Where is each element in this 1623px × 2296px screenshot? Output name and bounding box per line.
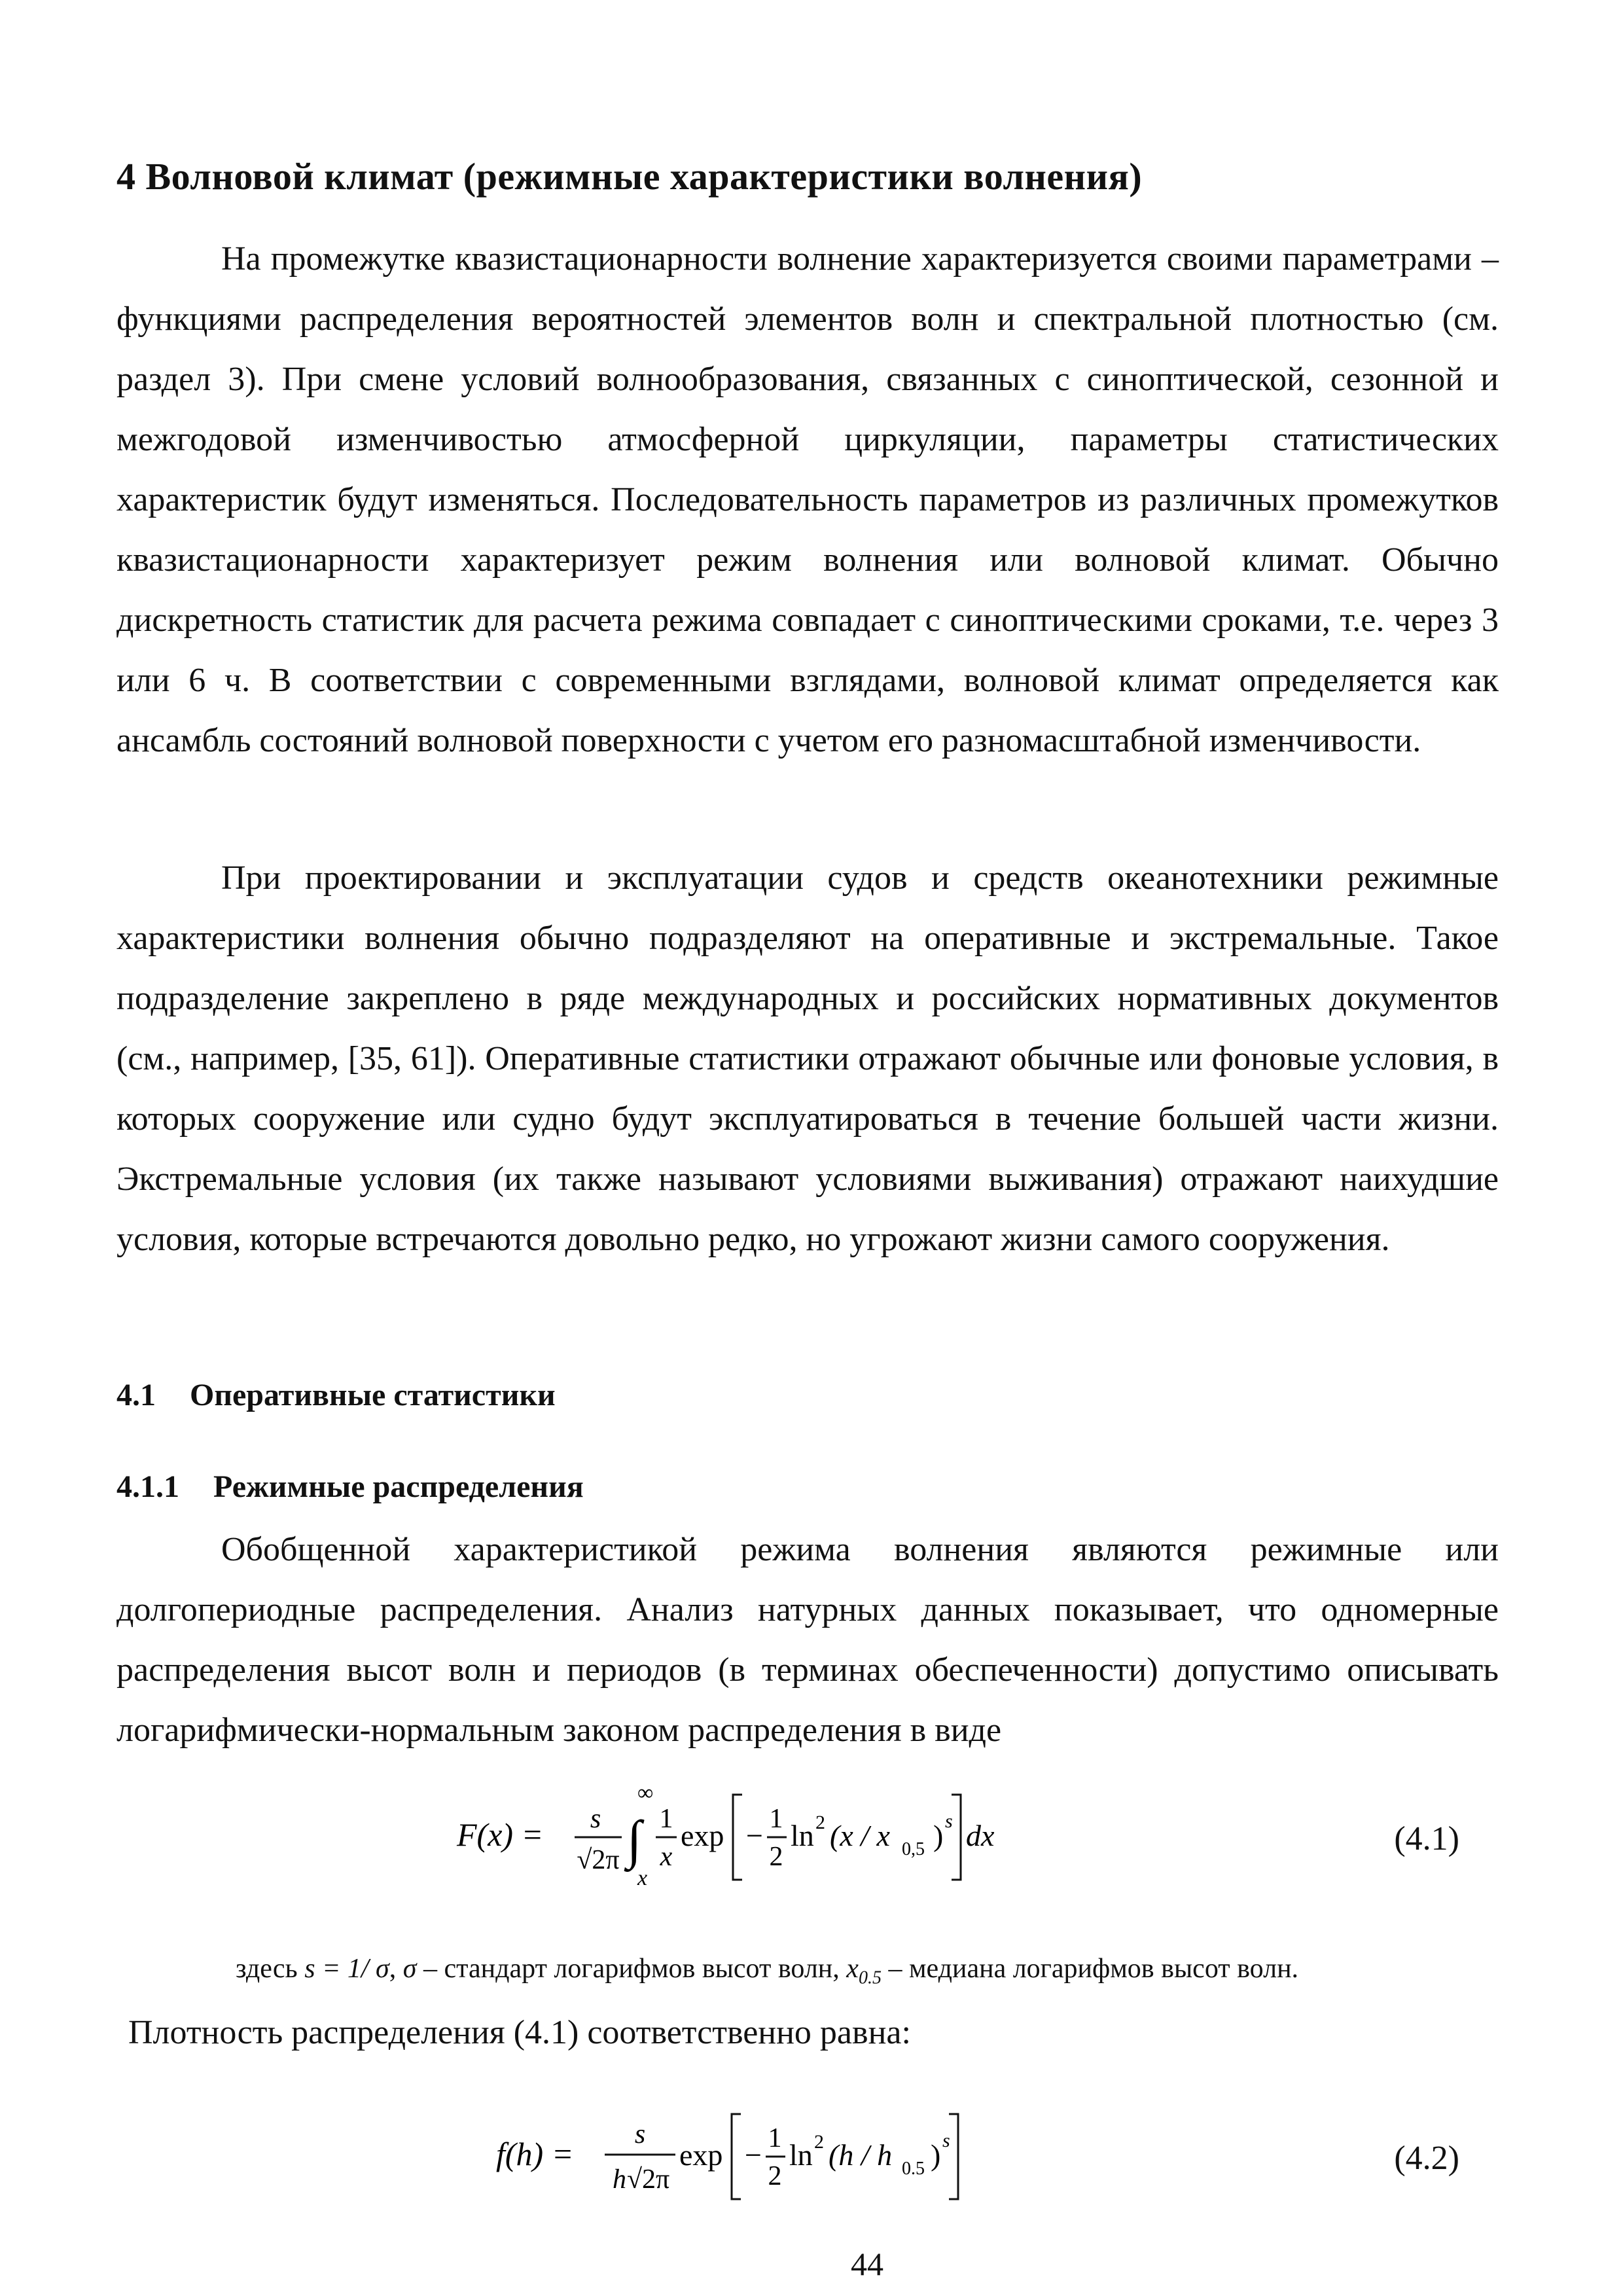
formula-numerator: s	[590, 1804, 601, 1834]
sigma-description: – стандарт логарифмов высот волн,	[423, 1954, 840, 1984]
minus-sign: −	[746, 1819, 763, 1852]
half-numerator: 1	[768, 2123, 782, 2153]
left-bracket	[732, 2114, 741, 2199]
half-denominator: 2	[769, 1842, 783, 1872]
formula-4-2-graphic	[483, 2100, 1137, 2211]
integrand-numerator: 1	[659, 1804, 673, 1834]
equation-number: (4.2)	[1394, 2140, 1459, 2177]
formula-denominator: √2π	[577, 1845, 620, 1875]
subsection-number: 4.1	[116, 1378, 156, 1412]
left-bracket	[733, 1795, 742, 1880]
s-definition: s = 1/ σ	[304, 1954, 389, 1984]
where-prefix: здесь	[236, 1954, 298, 1984]
integral-upper-limit: ∞	[637, 1781, 654, 1805]
subsection-title: Оперативные статистики	[190, 1378, 556, 1412]
median-subscript: 0,5	[902, 1839, 925, 1859]
median-description: – медиана логарифмов высот волн.	[888, 1954, 1299, 1984]
close-paren: )	[931, 2138, 941, 2172]
formula-explanation	[236, 1953, 1298, 1988]
minus-sign: −	[745, 2138, 762, 2172]
ln-power: 2	[815, 1812, 825, 1833]
median-symbol-subscript: 0.5	[858, 1967, 882, 1988]
formula-numerator: s	[634, 2119, 646, 2149]
denominator-h: h	[613, 2164, 626, 2195]
integral-lower-limit: x	[637, 1866, 648, 1890]
page-number: 44	[851, 2246, 883, 2282]
paragraph-regime-distributions: Обобщенной характеристикой режима волнения являются режимные или долгопериодные распределения. Анализ натурных данных показывает, что одномерные распределения высот волн и периодов (в терминах обеспеченности) допустимо описывать логарифмически-нормальным законом распределения в виде	[116, 1531, 1499, 1749]
exp-function: exp	[681, 1819, 724, 1852]
ratio-argument: (h / h	[829, 2138, 893, 2172]
formula-lhs: f(h) =	[496, 2136, 574, 2172]
formula-4-1-graphic	[444, 1780, 1164, 1892]
ln-function: ln	[789, 2138, 813, 2172]
paragraph-wave-climate: На промежутке квазистационарности волнение характеризуется своими параметрами – функциями распределения вероятностей элементов волн и спектральной плотностью (см. раздел 3). При смене условий волнообразования, связанных с синоптической, сезонной и межгодовой изменчивостью атмосферной циркуляции, параметры статистических характеристик будут изменяться. Последовательность параметров из различных промежутков квазистационарности характеризует режим волнения или волновой климат. Обычно дискретность статистик для расчета режима совпадает с синоптическими сроками, т.е. через 3 или 6 ч. В соответствии с современными взглядами, волновой климат определяется как ансамбль состояний волновой поверхности с учетом его разномасштабной изменчивости.	[116, 240, 1499, 759]
ln-power: 2	[814, 2131, 824, 2153]
right-bracket	[949, 2114, 958, 2199]
density-sentence: Плотность распределения (4.1) соответственно равна:	[128, 2014, 911, 2051]
exp-function: exp	[679, 2138, 723, 2172]
section-title: 4 Волновой климат (режимные характеристики волнения)	[116, 155, 1143, 198]
close-paren: )	[933, 1819, 944, 1852]
median-subscript: 0.5	[902, 2159, 925, 2179]
half-denominator: 2	[768, 2161, 782, 2191]
half-numerator: 1	[769, 1804, 783, 1834]
subsection-heading-4-1-1	[116, 1469, 584, 1505]
differential: dx	[966, 1819, 995, 1852]
subsection-title: Режимные распределения	[213, 1469, 584, 1504]
subsection-number: 4.1.1	[116, 1469, 179, 1504]
integral-sign: ∫	[627, 1810, 642, 1869]
formula-4-1	[116, 1780, 1499, 1892]
power-s: s	[945, 1810, 953, 1832]
sigma-symbol: σ	[402, 1954, 417, 1984]
power-s: s	[942, 2130, 950, 2151]
separator: ,	[389, 1954, 397, 1984]
paragraph-operational-extreme: При проектировании и эксплуатации судов и средств океанотехники режимные характеристики волнения обычно подразделяют на оперативные и экстремальные. Такое подразделение закреплено в ряде международных и российских нормативных документов (см., например, [35, 61]). Оперативные статистики отражают обычные или фоновые условия, в которых сооружение или судно будут эксплуатироваться в течение большей части жизни. Экстремальные условия (их также называют условиями выживания) отражают наихудшие условия, которые встречаются довольно редко, но угрожают жизни самого сооружения.	[116, 859, 1499, 1258]
integrand-denominator: x	[660, 1842, 673, 1872]
formula-lhs: F(x) =	[457, 1816, 544, 1853]
equation-number: (4.1)	[1394, 1820, 1459, 1857]
median-symbol: x	[846, 1954, 859, 1984]
denominator-root: √2π	[627, 2164, 670, 2195]
ln-function: ln	[791, 1819, 814, 1852]
ratio-argument: (x / x	[830, 1819, 890, 1852]
right-bracket	[952, 1795, 961, 1880]
subsection-heading-4-1	[116, 1377, 556, 1413]
formula-4-2	[116, 2100, 1499, 2211]
